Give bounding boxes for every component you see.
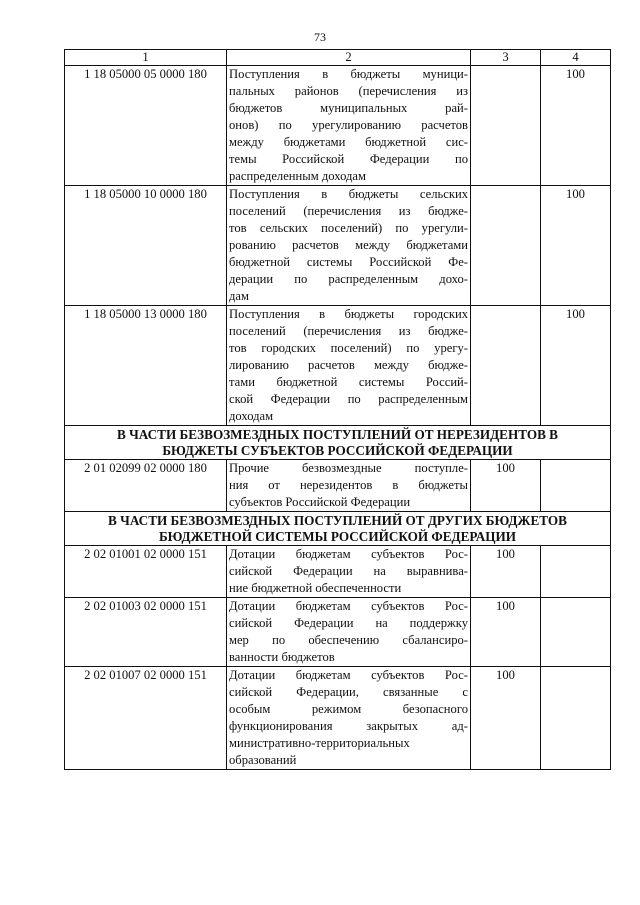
description-line: особым режимом безопасного xyxy=(229,702,468,716)
revenue-description xyxy=(227,546,471,598)
standard-percent-col3: 100 xyxy=(471,598,541,667)
description-line: Поступления в бюджеты городских xyxy=(229,307,468,321)
page-number: 73 xyxy=(314,30,326,44)
description-line: тов сельских поселений) по урегули- xyxy=(229,221,468,235)
description-line: Дотации бюджетам субъектов Рос- xyxy=(229,668,468,682)
standard-percent-col3: 100 xyxy=(471,667,541,770)
budget-code: 1 18 05000 13 0000 180 xyxy=(65,306,227,426)
description-line: темы Российской Федерации по xyxy=(229,152,468,166)
description-line: между бюджетами бюджетной сис- xyxy=(229,135,468,149)
budget-classification-table xyxy=(64,49,611,770)
description-line: тами бюджетной системы Россий- xyxy=(229,375,468,389)
standard-percent-col3 xyxy=(471,186,541,306)
description-line: поселений (перечисления из бюдже- xyxy=(229,204,468,218)
description-line: тов городских поселений) по урегу- xyxy=(229,341,468,355)
table-row xyxy=(65,667,611,770)
budget-code: 2 02 01003 02 0000 151 xyxy=(65,598,227,667)
section-title xyxy=(65,426,611,460)
budget-code: 1 18 05000 05 0000 180 xyxy=(65,66,227,186)
description-line: Дотации бюджетам субъектов Рос- xyxy=(229,547,468,561)
description-line: сийской Федерации на выравнива- xyxy=(229,564,468,578)
description-line: бюджетов муниципальных рай- xyxy=(229,101,468,115)
standard-percent-col4 xyxy=(541,460,611,512)
description-line: дерации по распределенным дохо- xyxy=(229,272,468,286)
revenue-description xyxy=(227,667,471,770)
description-line: Поступления в бюджеты муници- xyxy=(229,67,468,81)
description-line: Поступления в бюджеты сельских xyxy=(229,187,468,201)
standard-percent-col3: 100 xyxy=(471,460,541,512)
standard-percent-col3 xyxy=(471,306,541,426)
description-line: ванности бюджетов xyxy=(229,650,335,664)
standard-percent-col4: 100 xyxy=(541,186,611,306)
section-title-line: БЮДЖЕТНОЙ СИСТЕМЫ РОССИЙСКОЙ ФЕДЕРАЦИИ xyxy=(158,529,517,544)
revenue-description xyxy=(227,598,471,667)
standard-percent-col4: 100 xyxy=(541,306,611,426)
table-row xyxy=(65,460,611,512)
description-line: лированию расчетов между бюдже- xyxy=(229,358,468,372)
description-line: рованию расчетов между бюджетами xyxy=(229,238,468,252)
column-header-1: 1 xyxy=(65,50,227,66)
description-line: министративно-территориальных xyxy=(229,736,410,750)
description-line: дам xyxy=(229,289,249,303)
description-line: сийской Федерации, связанные с xyxy=(229,685,468,699)
description-line: мер по обеспечению сбалансиро- xyxy=(229,633,468,647)
budget-code: 2 02 01001 02 0000 151 xyxy=(65,546,227,598)
column-header-4: 4 xyxy=(541,50,611,66)
standard-percent-col3 xyxy=(471,66,541,186)
description-line: сийской Федерации на поддержку xyxy=(229,616,468,630)
revenue-description xyxy=(227,186,471,306)
description-line: Прочие безвозмездные поступле- xyxy=(229,461,468,475)
description-line: субъектов Российской Федерации xyxy=(229,495,411,509)
table-row xyxy=(65,598,611,667)
standard-percent-col4 xyxy=(541,546,611,598)
table-row xyxy=(65,546,611,598)
standard-percent-col4 xyxy=(541,598,611,667)
section-header-row xyxy=(65,512,611,546)
description-line: образований xyxy=(229,753,297,767)
standard-percent-col4 xyxy=(541,667,611,770)
description-line: бюджетной системы Российской Фе- xyxy=(229,255,468,269)
description-line: распределенным доходам xyxy=(229,169,366,183)
budget-code: 2 02 01007 02 0000 151 xyxy=(65,667,227,770)
description-line: ния от нерезидентов в бюджеты xyxy=(229,478,468,492)
description-line: ние бюджетной обеспеченности xyxy=(229,581,402,595)
column-number-header-row xyxy=(65,50,611,66)
table-row xyxy=(65,66,611,186)
table-row xyxy=(65,186,611,306)
description-line: онов) по урегулированию расчетов xyxy=(229,118,468,132)
description-line: доходам xyxy=(229,409,274,423)
budget-code: 2 01 02099 02 0000 180 xyxy=(65,460,227,512)
section-title xyxy=(65,512,611,546)
column-header-3: 3 xyxy=(471,50,541,66)
standard-percent-col3: 100 xyxy=(471,546,541,598)
revenue-description xyxy=(227,306,471,426)
revenue-description xyxy=(227,460,471,512)
description-line: пальных районов (перечисления из xyxy=(229,84,468,98)
section-header-row xyxy=(65,426,611,460)
description-line: функционирования закрытых ад- xyxy=(229,719,468,733)
section-title-line: В ЧАСТИ БЕЗВОЗМЕЗДНЫХ ПОСТУПЛЕНИЙ ОТ ДРУГИХ БЮДЖЕТОВ xyxy=(108,513,567,528)
section-title-line: В ЧАСТИ БЕЗВОЗМЕЗДНЫХ ПОСТУПЛЕНИЙ ОТ НЕРЕЗИДЕНТОВ В xyxy=(117,427,558,442)
standard-percent-col4: 100 xyxy=(541,66,611,186)
description-line: Дотации бюджетам субъектов Рос- xyxy=(229,599,468,613)
section-title-line: БЮДЖЕТЫ СУБЪЕКТОВ РОССИЙСКОЙ ФЕДЕРАЦИИ xyxy=(162,443,513,458)
revenue-description xyxy=(227,66,471,186)
budget-code: 1 18 05000 10 0000 180 xyxy=(65,186,227,306)
description-line: поселений (перечисления из бюдже- xyxy=(229,324,468,338)
column-header-2: 2 xyxy=(227,50,471,66)
table-row xyxy=(65,306,611,426)
description-line: ской Федерации по распределенным xyxy=(229,392,468,406)
